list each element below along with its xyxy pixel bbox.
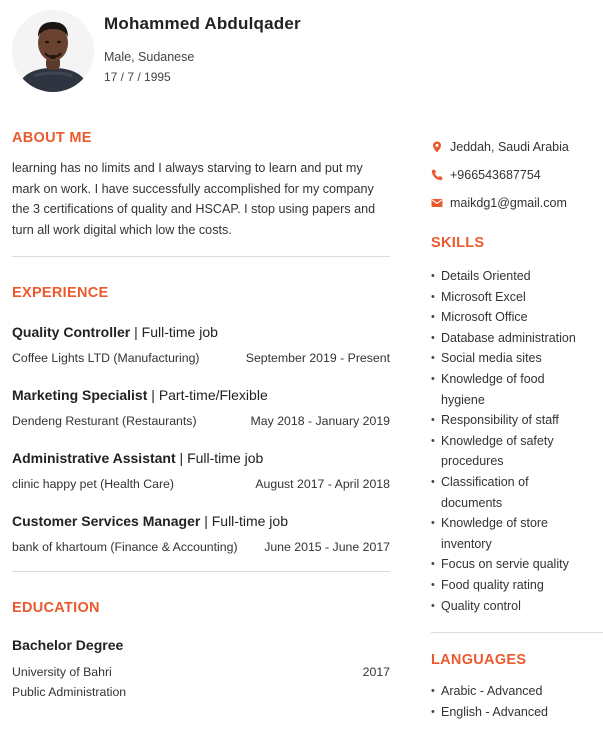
- right-column: [431, 138, 603, 722]
- about-text: learning has no limits and I always starving to learn and put my mark on work. I have successfully accomplished for my company the 3 certifications of quality and HSCAP. I stop using papers and turn all work digital which low the costs.: [12, 161, 376, 237]
- university: University of Bahri: [12, 665, 112, 679]
- skill-item: • Knowledge of food hygiene: [431, 369, 561, 410]
- job-company: Coffee Lights LTD (Manufacturing): [12, 351, 200, 365]
- divider: [12, 256, 390, 257]
- major: Public Administration: [12, 685, 127, 699]
- job-title: Marketing Specialist: [12, 387, 148, 403]
- phone-text: +966543687754: [450, 168, 541, 182]
- skill-item: • Knowledge of store inventory: [431, 513, 561, 554]
- languages-list: [431, 681, 603, 722]
- skill-item: • Food quality rating: [431, 575, 603, 596]
- job-type: Part-time/Flexible: [158, 387, 268, 403]
- phone-icon: [431, 169, 443, 181]
- job-details: [12, 414, 390, 428]
- job-dates: May 2018 - January 2019: [250, 414, 390, 428]
- contact-location: [431, 138, 603, 156]
- job-separator: |: [200, 513, 212, 529]
- left-column: [12, 130, 390, 699]
- job-title-line: [12, 449, 390, 467]
- education-heading: EDUCATION: [12, 600, 100, 616]
- job-title-line: [12, 512, 390, 530]
- job-type: Full-time job: [187, 450, 264, 466]
- skills-list: [431, 266, 603, 616]
- job-type: Full-time job: [211, 513, 288, 529]
- job-details: [12, 477, 390, 491]
- skill-item: • Database administration: [431, 328, 603, 349]
- education-major-line: [12, 685, 390, 699]
- experience-item: [12, 512, 390, 554]
- skill-item: • Responsibility of staff: [431, 410, 603, 431]
- email-text: maikdg1@gmail.com: [450, 196, 567, 210]
- job-dates: June 2015 - June 2017: [264, 540, 390, 554]
- education-details: [12, 665, 390, 679]
- experience-item: [12, 449, 390, 491]
- experience-heading: EXPERIENCE: [12, 285, 109, 301]
- experience-item: [12, 323, 390, 365]
- about-heading: ABOUT ME: [12, 130, 92, 146]
- candidate-name: Mohammed Abdulqader: [104, 14, 301, 33]
- job-separator: |: [147, 387, 159, 403]
- job-separator: |: [130, 324, 142, 340]
- job-dates: September 2019 - Present: [245, 351, 390, 365]
- skill-item: • Social media sites: [431, 348, 603, 369]
- job-company: Dendeng Resturant (Restaurants): [12, 414, 197, 428]
- job-dates: August 2017 - April 2018: [255, 477, 390, 491]
- avatar: [12, 10, 94, 92]
- divider: [431, 632, 603, 633]
- profile-header: [12, 10, 592, 92]
- language-item: • Arabic - Advanced: [431, 681, 603, 702]
- experience-item: [12, 386, 390, 428]
- contact-phone: [431, 166, 603, 184]
- graduation-year: 2017: [362, 665, 390, 679]
- skills-heading: SKILLS: [431, 235, 485, 251]
- job-company: bank of khartoum (Finance & Accounting): [12, 540, 238, 554]
- skill-item: • Microsoft Office: [431, 307, 603, 328]
- envelope-icon: [431, 197, 443, 209]
- gender-nationality: Male, Sudanese: [104, 50, 195, 64]
- location-text: Jeddah, Saudi Arabia: [450, 140, 569, 154]
- job-separator: |: [175, 450, 188, 466]
- job-title-line: [12, 386, 390, 404]
- location-pin-icon: [431, 141, 443, 153]
- skill-item: • Classification of documents: [431, 472, 551, 513]
- job-title: Quality Controller: [12, 324, 131, 340]
- languages-heading: LANGUAGES: [431, 652, 527, 669]
- language-item: • English - Advanced: [431, 702, 603, 723]
- job-title-line: [12, 323, 390, 341]
- skill-item: • Quality control: [431, 596, 603, 617]
- divider: [12, 571, 390, 572]
- contact-email: [431, 194, 603, 212]
- skill-item: • Details Oriented: [431, 266, 603, 287]
- job-details: [12, 540, 390, 554]
- skill-item: • Knowledge of safety procedures: [431, 431, 561, 472]
- degree: Bachelor Degree: [12, 637, 124, 653]
- job-title: Customer Services Manager: [12, 513, 201, 529]
- birth-date: 17 / 7 / 1995: [104, 70, 171, 84]
- job-type: Full-time job: [141, 324, 218, 340]
- job-company: clinic happy pet (Health Care): [12, 477, 174, 491]
- skill-item: • Microsoft Excel: [431, 287, 603, 308]
- job-details: [12, 351, 390, 365]
- skill-item: • Focus on servie quality: [431, 554, 603, 575]
- job-title: Administrative Assistant: [12, 450, 176, 466]
